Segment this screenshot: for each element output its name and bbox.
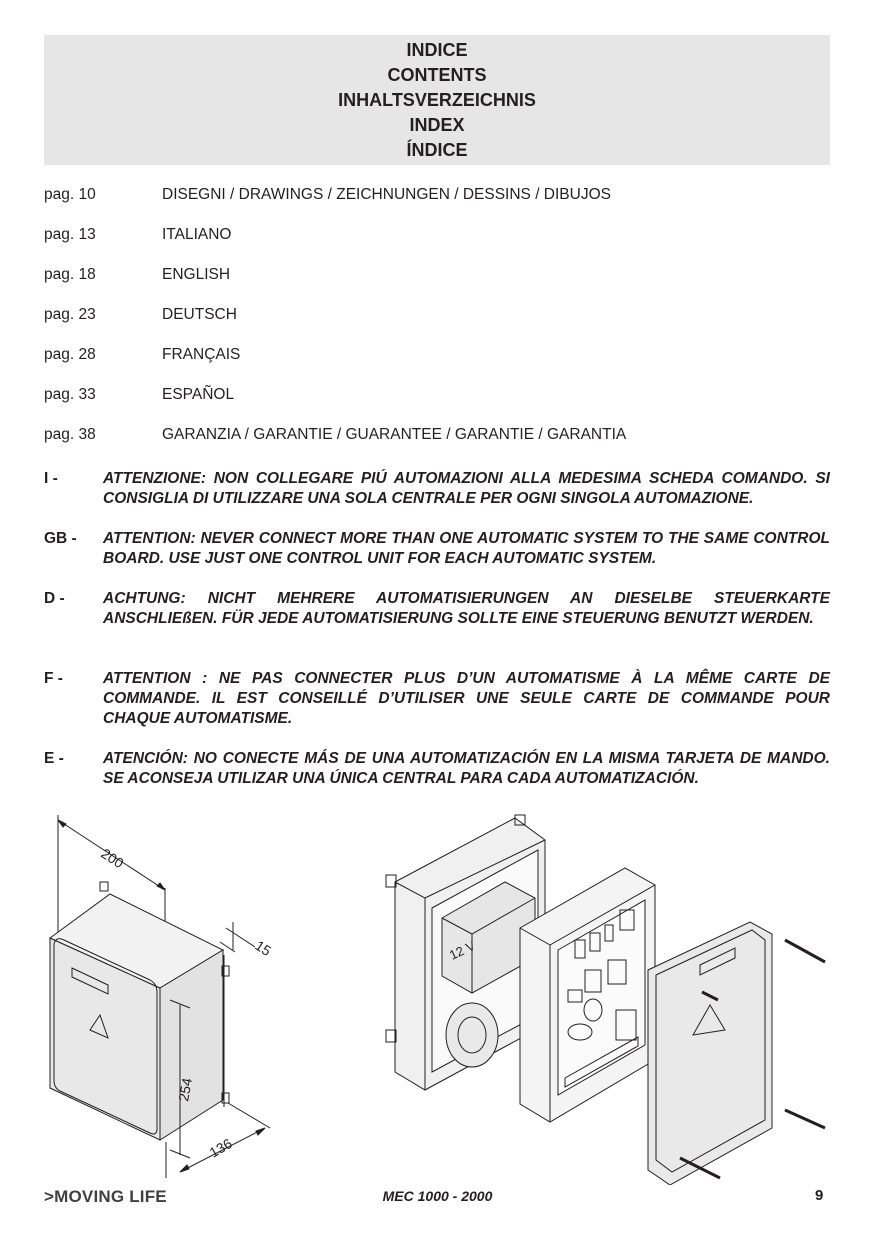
toc-page-number: pag. 38 <box>44 426 96 443</box>
dimension-width-label: 200 <box>98 845 127 872</box>
header-title-fr: INDEX <box>409 115 465 135</box>
warning-text: ACHTUNG: NICHT MEHRERE AUTOMATISIERUNGEN AN DIESELBE STEUERKARTE ANSCHLIEßEN. FÜR JEDE AUTOMATISIERUNG SOLLTE EINE STEUERUNG BENUTZT WERDEN. <box>103 590 830 627</box>
toc-page-number: pag. 33 <box>44 386 96 403</box>
warning-language-code: F - <box>44 670 63 687</box>
page-number: 9 <box>815 1187 824 1204</box>
toc-page-number: pag. 10 <box>44 186 96 203</box>
toc-page-number: pag. 18 <box>44 266 96 283</box>
warning-language-code: E - <box>44 750 64 767</box>
toc-page-number: pag. 13 <box>44 226 96 243</box>
warning-language-code: I - <box>44 470 58 487</box>
exploded-view-drawing <box>380 810 840 1185</box>
model-name: MEC 1000 - 2000 <box>382 1188 493 1204</box>
warning-text: ATENCIÓN: NO CONECTE MÁS DE UNA AUTOMATIZACIÓN EN LA MISMA TARJETA DE MANDO. SE ACONSEJA UTILIZAR UNA ÚNICA CENTRAL PARA CADA AUTOMATIZACIÓN. <box>103 750 830 787</box>
battery-label: 12 V <box>446 937 478 963</box>
toc-entry-title: ENGLISH <box>162 266 231 283</box>
dimension-drawing <box>30 810 330 1190</box>
warning-language-code: GB - <box>44 530 77 547</box>
warning-text: ATTENZIONE: NON COLLEGARE PIÚ AUTOMAZIONI ALLA MEDESIMA SCHEDA COMANDO. SI CONSIGLIA DI UTILIZZARE UNA SOLA CENTRALE PER OGNI SINGOLA AUTOMAZIONE. <box>103 470 830 507</box>
header-title-it: INDICE <box>406 40 468 60</box>
toc-page-number: pag. 23 <box>44 306 96 323</box>
toc-entry-title: DEUTSCH <box>162 306 237 323</box>
header-title-de: INHALTSVERZEICHNIS <box>338 90 536 110</box>
warning-language-code: D - <box>44 590 65 607</box>
dimension-offset-label: 15 <box>252 937 275 960</box>
toc-page-number: pag. 28 <box>44 346 96 363</box>
toc-entry-title: ITALIANO <box>162 226 232 243</box>
toc-entry-title: FRANÇAIS <box>162 346 241 363</box>
warning-text: ATTENTION : NE PAS CONNECTER PLUS D’UN AUTOMATISME À LA MÊME CARTE DE COMMANDE. IL EST CONSEILLÉ D’UTILISER UNE SEULE CARTE DE COMMANDE POUR CHAQUE AUTOMATISME. <box>103 670 830 727</box>
toc-entry-title: DISEGNI / DRAWINGS / ZEICHNUNGEN / DESSINS / DIBUJOS <box>162 186 611 203</box>
dimension-height-label: 254 <box>175 1076 196 1103</box>
dimension-depth-label: 136 <box>206 1135 235 1161</box>
toc-entry-title: ESPAÑOL <box>162 386 235 403</box>
brand-logo: >MOVING LIFE <box>44 1187 167 1206</box>
toc-entry-title: GARANZIA / GARANTIE / GUARANTEE / GARANTIE / GARANTIA <box>162 426 627 443</box>
warning-text: ATTENTION: NEVER CONNECT MORE THAN ONE AUTOMATIC SYSTEM TO THE SAME CONTROL BOARD. USE JUST ONE CONTROL UNIT FOR EACH AUTOMATIC SYSTEM. <box>103 530 830 567</box>
header-title-en: CONTENTS <box>387 65 487 85</box>
contents-header <box>44 35 830 165</box>
header-title-es: ÍNDICE <box>406 140 468 160</box>
